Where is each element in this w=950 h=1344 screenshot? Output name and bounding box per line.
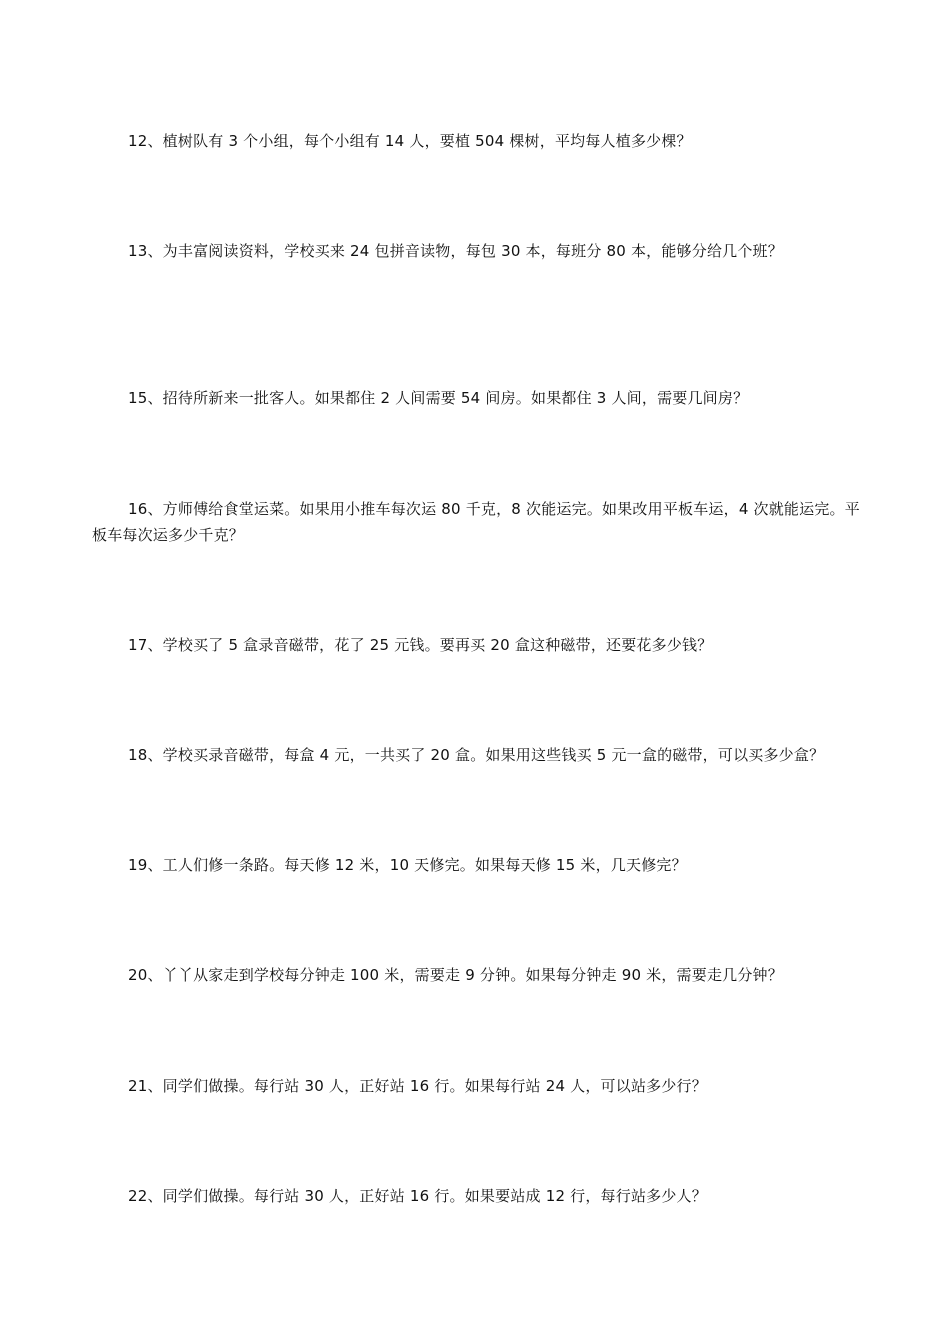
problem-22: 22、同学们做操。每行站 30 人，正好站 16 行。如果要站成 12 行，每行站多少人？ (128, 1187, 707, 1205)
problem-13: 13、为丰富阅读资料，学校买来 24 包拼音读物，每包 30 本，每班分 80 本，能够分给几个班？ (128, 242, 783, 260)
problem-19: 19、工人们修一条路。每天修 12 米，10 天修完。如果每天修 15 米，几天修完？ (128, 856, 687, 874)
problem-21: 21、同学们做操。每行站 30 人，正好站 16 行。如果每行站 24 人，可以站多少行？ (128, 1077, 707, 1095)
problem-20: 20、丫丫从家走到学校每分钟走 100 米，需要走 9 分钟。如果每分钟走 90 米，需要走几分钟？ (128, 966, 783, 984)
problem-12: 12、植树队有 3 个小组，每个小组有 14 人，要植 504 棵树，平均每人植多少棵？ (128, 132, 692, 150)
problem-17: 17、学校买了 5 盒录音磁带，花了 25 元钱。要再买 20 盒这种磁带，还要花多少钱？ (128, 636, 713, 654)
problem-16: 16、方师傅给食堂运菜。如果用小推车每次运 80 千克，8 次能运完。如果改用平板车运，4 次就能运完。平板车每次运多少千克？ (92, 500, 860, 544)
problem-18: 18、学校买录音磁带，每盒 4 元，一共买了 20 盒。如果用这些钱买 5 元一盒的磁带，可以买多少盒？ (128, 746, 825, 764)
problem-15: 15、招待所新来一批客人。如果都住 2 人间需要 54 间房。如果都住 3 人间，需要几间房？ (128, 389, 749, 407)
